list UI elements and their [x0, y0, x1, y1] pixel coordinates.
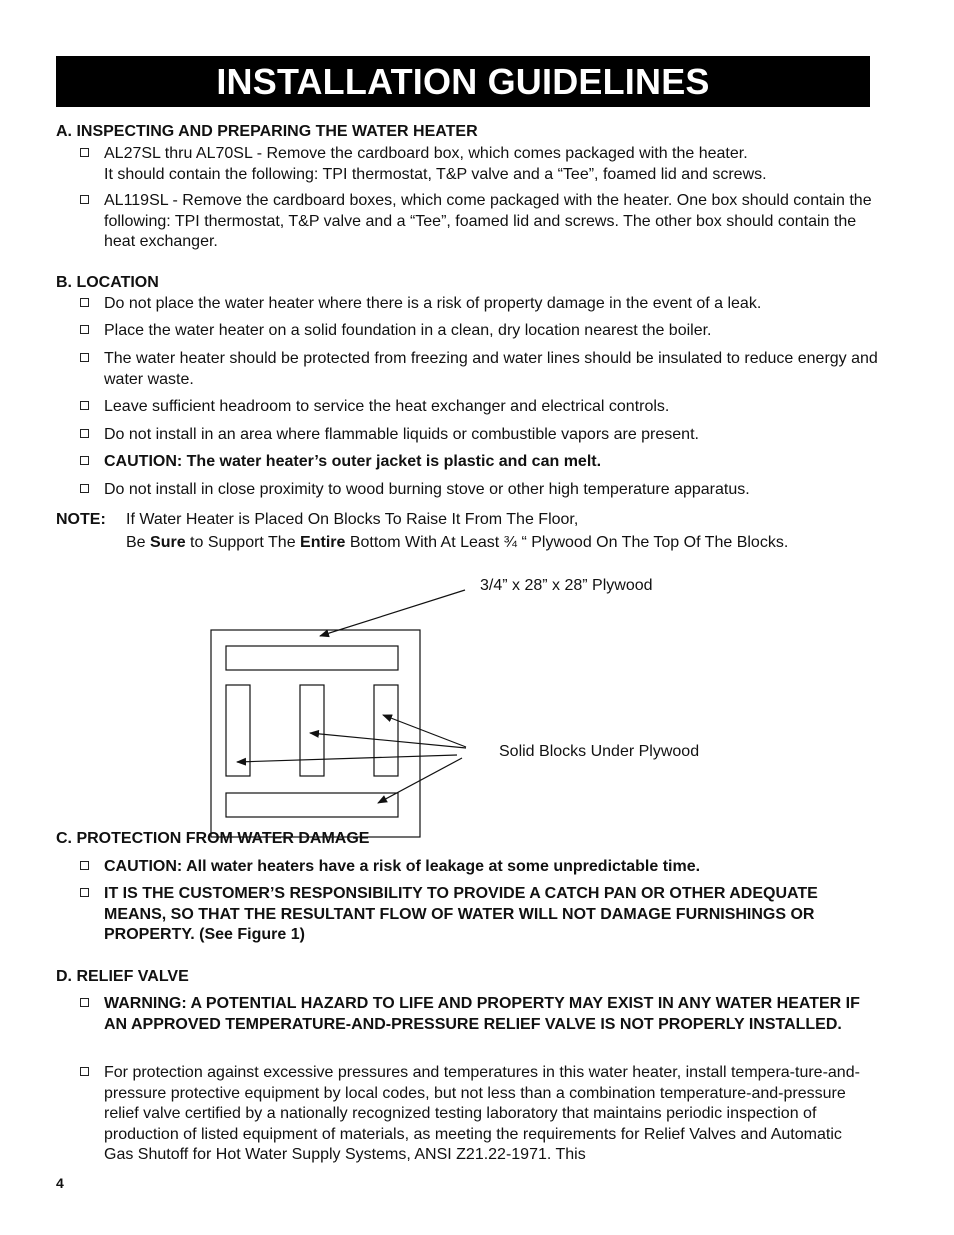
block-arrow: [310, 733, 466, 748]
list-item: [80, 1063, 870, 1166]
plywood-outline: [211, 630, 420, 837]
list-item: [80, 191, 880, 253]
block-arrow: [237, 755, 457, 762]
caution-text: CAUTION: All water heaters have a risk of leakage at some unpredictable time.: [104, 858, 701, 875]
plywood-arrow: [320, 590, 465, 636]
section-b-heading: B. LOCATION: [56, 274, 159, 291]
section-d-heading: D. RELIEF VALVE: [56, 968, 189, 985]
caution-text: CAUTION: The water heater’s outer jacket is plastic and can melt.: [104, 453, 602, 470]
list-item: [80, 349, 880, 390]
checkbox-icon: [80, 353, 89, 362]
checkbox-icon: [80, 148, 89, 157]
list-item: [80, 321, 880, 342]
block-bottom: [226, 793, 398, 817]
block-middle: [300, 685, 324, 776]
list-item: [80, 480, 880, 501]
checkbox-icon: [80, 888, 89, 897]
checkbox-icon: [80, 325, 89, 334]
list-item-text: Place the water heater on a solid foundation in a clean, dry location nearest the boiler.: [104, 322, 712, 339]
block-arrow: [383, 715, 466, 747]
note-label: NOTE:: [56, 511, 106, 528]
list-item: [80, 397, 880, 418]
list-item-text: Do not install in close proximity to wood burning stove or other high temperature apparatus.: [104, 481, 750, 498]
checkbox-icon: [80, 401, 89, 410]
list-item: [80, 452, 880, 473]
plywood-label: 3/4” x 28” x 28” Plywood: [480, 577, 653, 594]
list-item: [80, 144, 880, 185]
warning-text: WARNING: A POTENTIAL HAZARD TO LIFE AND PROPERTY MAY EXIST IN ANY WATER HEATER IF AN APPROVED TEMPERATURE-AND-PRESSURE RELIEF VALVE IS NOT PROPERLY INSTALLED.: [104, 995, 860, 1033]
note-line-1: If Water Heater is Placed On Blocks To Raise It From The Floor,: [126, 511, 579, 528]
plywood-blocks-diagram: [0, 560, 954, 860]
list-item-text: AL119SL - Remove the cardboard boxes, which come packaged with the heater. One box should contain the following: TPI thermostat, T&P valve and a “Tee”, foamed lid and screws. The other box should contain the heat exchanger.: [104, 192, 872, 250]
list-item-text: Do not install in an area where flammable liquids or combustible vapors are present.: [104, 426, 699, 443]
section-c-heading: C. PROTECTION FROM WATER DAMAGE: [56, 830, 370, 847]
checkbox-icon: [80, 456, 89, 465]
list-item-text: Leave sufficient headroom to service the heat exchanger and electrical controls.: [104, 398, 670, 415]
list-item-text: AL27SL thru AL70SL - Remove the cardboard box, which comes packaged with the heater.: [104, 145, 748, 162]
checkbox-icon: [80, 998, 89, 1007]
page-number: 4: [56, 1175, 64, 1191]
list-item: [80, 425, 880, 446]
list-item-text: For protection against excessive pressures and temperatures in this water heater, install tempera-ture-and-pressure protective equipment by local codes, but not less than a combination temperature-and-pressure relief valve certified by a nationally recognized testing laboratory that maintains periodic inspection of production of listed equipment of materials, as meeting the requirements for Relief Valves and Automatic Gas Shutoff for Hot Water Supply Systems, ANSI Z21.22-1971. This: [104, 1064, 860, 1163]
checkbox-icon: [80, 429, 89, 438]
list-item-text: Do not place the water heater where there is a risk of property damage in the event of a leak.: [104, 295, 762, 312]
list-item: [80, 994, 880, 1035]
note-line-2: Be Sure to Support The Entire Bottom With At Least ¾ “ Plywood On The Top Of The Blocks.: [126, 534, 789, 551]
list-item-text: The water heater should be protected from freezing and water lines should be insulated to reduce energy and water waste.: [104, 350, 878, 388]
block-left: [226, 685, 250, 776]
list-item: [80, 857, 880, 878]
checkbox-icon: [80, 1067, 89, 1076]
checkbox-icon: [80, 861, 89, 870]
list-item: [80, 294, 880, 315]
checkbox-icon: [80, 298, 89, 307]
block-arrow: [378, 758, 462, 803]
block-top: [226, 646, 398, 670]
list-item-text: It should contain the following: TPI thermostat, T&P valve and a “Tee”, foamed lid and screws.: [104, 165, 767, 183]
responsibility-text: IT IS THE CUSTOMER’S RESPONSIBILITY TO PROVIDE A CATCH PAN OR OTHER ADEQUATE MEANS, SO THAT THE RESULTANT FLOW OF WATER WILL NOT DAMAGE FURNISHINGS OR PROPERTY. (See Figure 1): [104, 885, 818, 943]
checkbox-icon: [80, 484, 89, 493]
list-item: [80, 884, 880, 946]
section-a-heading: A. INSPECTING AND PREPARING THE WATER HEATER: [56, 123, 478, 140]
checkbox-icon: [80, 195, 89, 204]
block-right: [374, 685, 398, 776]
blocks-label: Solid Blocks Under Plywood: [499, 743, 700, 760]
page-title: INSTALLATION GUIDELINES: [56, 56, 870, 107]
